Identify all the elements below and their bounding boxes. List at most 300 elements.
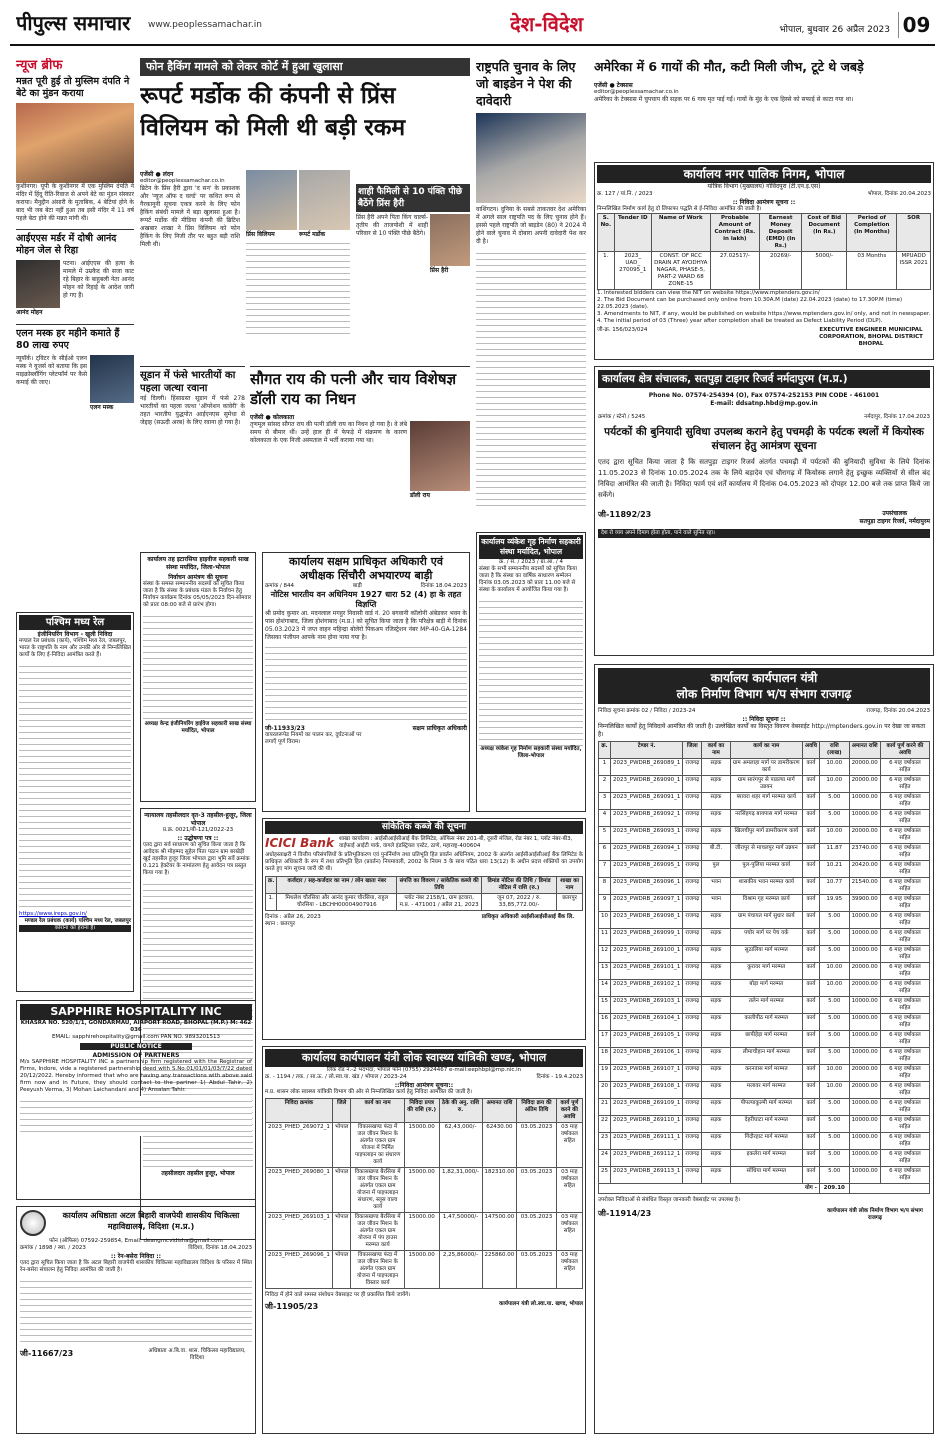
satpura-title: कार्यालय क्षेत्र संचालक, सतपुड़ा टाइगर रिजर्व नर्मदापुरम (म.प्र.) bbox=[598, 370, 930, 388]
nigam-note: 4. The initial period of 03 (Three) year after completion shall be treated as Defect Liability Period (DLP). bbox=[597, 318, 883, 324]
pwd-table-cell: 10000.00 bbox=[849, 793, 880, 810]
phe-table-cell: 15000.00 bbox=[404, 1168, 439, 1213]
icici-table bbox=[265, 876, 583, 911]
pwd-table-cell: 2023_PWDRB_269111_1 bbox=[611, 1133, 683, 1150]
pwd-table-cell: सड़क bbox=[702, 1082, 730, 1099]
pwd-table-cell: 5.00 bbox=[819, 793, 849, 810]
pwd-table-cell: पीपल्याकुल्मी मार्ग मरम्मत bbox=[730, 1099, 802, 1116]
pwd-table-cell: राजगढ़ bbox=[683, 1133, 702, 1150]
pwd-total-label: योग - bbox=[599, 1184, 820, 1194]
pwd-table-cell: 1 bbox=[599, 759, 611, 776]
pwd-table-cell: ग्राम पंचायत मार्ग सुधार कार्य bbox=[730, 912, 802, 929]
pwd-table-cell: ब्यावरा शहर मार्ग मरम्मत कार्य bbox=[730, 793, 802, 810]
lokraj-ref: क्रमांक / 844 bbox=[265, 583, 295, 589]
satpura-date: नर्मदापुर, दिनांक 17.04.2023 bbox=[864, 414, 930, 420]
icici-table-cell: मिथलेश चौरसिया और आनंद कुमार चौरसिया, राहुल चौरसिया - LBCHH00004907916 bbox=[277, 894, 397, 911]
pwd-table-cell: 2023_PWDRB_269094_1 bbox=[611, 844, 683, 861]
pwd-table-cell: 2023_PWDRB_269109_1 bbox=[611, 1099, 683, 1116]
phe-table-cell: 2023_PHED_269103_1 bbox=[266, 1213, 333, 1251]
pwd-footer: उपरोक्त निविदाओं से संबंधित विस्तृत जानकारी वेबसाईट पर उपलब्ध है। bbox=[598, 1197, 741, 1203]
phe-table-cell: विकासखण्ड फंदा में जल जीवन मिशन के अंतर्गत एकल ग्राम योजना में पाइपलाइन विस्तार कार्य bbox=[351, 1251, 404, 1289]
pwd-table-cell: 2023_PWDRB_269090_1 bbox=[611, 776, 683, 793]
brief-title: न्यूज ब्रीफ bbox=[16, 58, 63, 73]
pwd-table-cell: 22 bbox=[599, 1116, 611, 1133]
icici-table-header-cell: डिमांड नोटिस की तिथि / डिमांड नोटिस में राशि (रु.) bbox=[481, 877, 556, 894]
phe-table-cell: 182310.00 bbox=[482, 1168, 517, 1213]
phe-table-header-cell: निविदा क्रमांक bbox=[266, 1099, 333, 1123]
pwd-table-cell: 2023_PWDRB_269101_1 bbox=[611, 963, 683, 980]
phe-table-header-cell: कार्य पूर्ण करने की अवधि bbox=[556, 1099, 582, 1123]
icici-place: स्थान : छतरपुर bbox=[265, 921, 295, 927]
brief-item1-head: मन्नत पूरी हुई तो मुस्लिम दंपति ने बेटे का मुंडन कराया bbox=[16, 76, 130, 99]
website: www.peoplessamachar.in bbox=[148, 20, 262, 30]
pwd-table-cell: 6 माह वर्षाकाल सहित bbox=[880, 793, 929, 810]
pwd-table-cell: 10000.00 bbox=[849, 1048, 880, 1065]
nigam-table-header-cell: Tender ID bbox=[614, 214, 651, 252]
hospitality-title: SAPPHIRE HOSPITALITY INC bbox=[20, 1004, 252, 1020]
brief-item3-head: एलन मस्क हर महीने कमाते हैं 80 लाख रुपए bbox=[16, 324, 134, 352]
lokraj-signature: सक्षम प्राधिकृत अधिकारी bbox=[412, 725, 467, 732]
hospitality-body: M/s SAPPHIRE HOSPITALITY INC a partnership firm registered with the Registrar of Firms, Indore, vide a registered partnership deed with S.No.01/01/01/03/7/22 dated 20/12/2022. Hereby informed that who are having any transactions with above said firm now and in Future, they should contact to the partner 1) Abdul Tahir, 2) Peeyush Verma, 3) Mohan Laichandani and 4) Ansalan Tahir. bbox=[20, 1059, 252, 1093]
pwd-table-cell: देहरीघाटा मार्ग मरम्मत bbox=[730, 1116, 802, 1133]
railway-website[interactable]: https://www.ireps.gov.in/ bbox=[19, 911, 87, 917]
medical-body: एतद द्वारा सूचित किया जाता है कि अटल बिहारी वाजपेयी शासकीय चिकित्सा महाविद्यालय विदिशा के परिसर में स्थित रेन-बसेरा संचालन हेतु निविदा आमंत्रित की जाती है। bbox=[20, 1260, 252, 1273]
pwd-table-cell: राजगढ़ bbox=[683, 997, 702, 1014]
pwd-table-cell: 11 bbox=[599, 929, 611, 946]
brief-item3-caption: एलन मस्क bbox=[90, 404, 114, 411]
phe-table bbox=[265, 1098, 583, 1289]
pwd-table-cell: राजगढ़ bbox=[683, 980, 702, 997]
pwd-table-cell: 2023_PWDRB_269093_1 bbox=[611, 827, 683, 844]
satpura-notice bbox=[594, 366, 934, 656]
satpura-headline: पर्यटकों की बुनियादी सुविधा उपलब्ध कराने हेतु पचमढ़ी के पर्यटक स्थलों में कियोस्क संचालन हेतु आमंत्रण सूचना bbox=[604, 426, 924, 452]
tehsil1-notice bbox=[140, 552, 256, 802]
pwd-table-header-cell: कार्य का नाम bbox=[730, 742, 802, 759]
nigam-table-header-cell: Period of Completion (In Months) bbox=[847, 214, 897, 252]
lokraj-notice bbox=[262, 552, 470, 812]
biden-story bbox=[476, 58, 586, 528]
pwd-table-cell: 2023_PWDRB_269096_1 bbox=[611, 878, 683, 895]
pwd-table-row bbox=[599, 1082, 930, 1099]
pwd-table-cell: मलावर मार्ग मरम्मत bbox=[730, 1082, 802, 1099]
phe-title: कार्यालय कार्यपालन यंत्री लोक स्वास्थ्य यांत्रिकी खण्ड, भोपाल bbox=[265, 1049, 583, 1067]
brief-item3-body: न्यूयॉर्क। ट्विटर के सीईओ एलन मस्क ने यूजर्स को बताया कि इस माइक्रोब्लॉगिंग प्लेटफॉर्म पर कैसे कमाई की जाए। bbox=[16, 355, 87, 386]
nigam-table-header-cell: Probable Amount of Contract (Rs. in lakh) bbox=[710, 214, 759, 252]
pwd-table-header-cell: अमानत राशि bbox=[849, 742, 880, 759]
lokraj-body: श्री प्रमोद कुमार आ. मदनलाल मगहुर निवासी वार्ड नं. 20 बगवानी कॉलोनी अंबेडकर भवन के पास होशंगाबाद, जिला होशंगाबाद (म.प्र.) को सूचित किया जाता है कि परिक्षेत्र बाड़ी में दिनांक 05.03.2023 में जप्त वाहन महिन्द्रा बोलेरो पिकअप रजिस्ट्रेशन नंबर MP-40-GA-1284 जिसका पंजीयन आपके नाम होना पाया गया है। bbox=[265, 610, 467, 641]
pwd-table-cell: 3 bbox=[599, 793, 611, 810]
pwd-date: राजगढ़, दिनांक 20.04.2023 bbox=[866, 708, 930, 714]
pwd-table-row bbox=[599, 1133, 930, 1150]
pwd-table-cell: 6 माह वर्षाकाल सहित bbox=[880, 1167, 929, 1184]
pwd-table-cell: 20420.00 bbox=[849, 861, 880, 878]
pwd-table-cell: 10.00 bbox=[819, 759, 849, 776]
pwd-total-row bbox=[599, 1184, 930, 1194]
pwd-table-cell: सड़क bbox=[702, 963, 730, 980]
pwd-table-cell: 6 माह वर्षाकाल सहित bbox=[880, 1014, 929, 1031]
pwd-table-cell: बोड़ा मार्ग मरम्मत bbox=[730, 980, 802, 997]
side-body: प्रिंस हैरी अपने पिता किंग चार्ल्स-तृतीय की ताजपोशी में शाही परिवार से 10 पंक्ति पीछे बैठेंगे। bbox=[356, 214, 428, 237]
brief-photo-1 bbox=[16, 103, 134, 183]
pwd-table-cell: 6 bbox=[599, 844, 611, 861]
pwd-table-cell: 2023_PWDRB_269108_1 bbox=[611, 1082, 683, 1099]
pwd-table-cell: कार्य bbox=[802, 1133, 819, 1150]
pwd-table-head bbox=[599, 742, 930, 759]
pwd-table-cell: राजगढ़ bbox=[683, 1099, 702, 1116]
pwd-table-cell: सड़क bbox=[702, 1014, 730, 1031]
pwd-table-cell: 20000.00 bbox=[849, 980, 880, 997]
pwd-table-cell: राजगढ़ bbox=[683, 1031, 702, 1048]
pwd-table-cell: कार्य bbox=[802, 997, 819, 1014]
pwd-table-cell: 10.00 bbox=[819, 963, 849, 980]
tehsil2-body: एतद द्वारा सर्व साधारण को सूचित किया जाता है कि आवेदक श्री मोहम्मद सुहेल पिता पठान ग्राम बरखेड़ी खुर्द तहसील हुजूर जिला भोपाल द्वारा भूमि सर्वे क्रमांक 0.121 हेक्टेयर के नामांतरण हेतु आवेदन पत्र प्रस्तुत किया गया है। bbox=[143, 842, 250, 876]
pwd-table-cell: 5.00 bbox=[819, 912, 849, 929]
pwd-table-cell: कार्य bbox=[802, 861, 819, 878]
pwd-table-cell: कुरावर मार्ग मरम्मत bbox=[730, 963, 802, 980]
phe-table-cell: भोपाल bbox=[332, 1123, 351, 1168]
pwd-table-cell: कार्य bbox=[802, 1031, 819, 1048]
harry-caption: प्रिंस हैरी bbox=[430, 267, 449, 274]
pwd-table-cell: कार्य bbox=[802, 810, 819, 827]
icici-table-head bbox=[266, 877, 583, 894]
pwd-table-cell: 6 माह वर्षाकाल सहित bbox=[880, 1048, 929, 1065]
pwd-table-cell: पुल bbox=[702, 861, 730, 878]
medical-date: विदिशा, दिनांक 18.04.2023 bbox=[188, 1245, 252, 1251]
tehsil2-notice-title: :: उद्घोषणा पत्र :: bbox=[177, 835, 219, 842]
pwd-table-cell: 10.00 bbox=[819, 776, 849, 793]
lead-photo2-caption: रूपर्ट मर्डोक bbox=[299, 231, 326, 238]
phe-table-cell: 03.05.2023 bbox=[517, 1213, 556, 1251]
pwd-table-cell: ग्राम सारंगपुर से पाडल्या मार्ग उन्नयन bbox=[730, 776, 802, 793]
phe-intro: म.प्र. शासन लोक स्वास्थ्य यांत्रिकी विभाग की ओर से निम्नलिखित कार्य हेतु निविदा आमंत्रित की जाती है। bbox=[265, 1089, 473, 1095]
pwd-table-cell: 5.00 bbox=[819, 1167, 849, 1184]
nigam-table-cell: 2023_ UAD_ 270095_1 bbox=[614, 252, 651, 290]
nigam-footer-ref: जी-क्र. 156/023/024 bbox=[597, 327, 648, 333]
pwd-total-value: 209.10 bbox=[819, 1184, 849, 1194]
pwd-table-row bbox=[599, 912, 930, 929]
nigam-table bbox=[597, 213, 931, 290]
pwd-table-cell: सुठालिया मार्ग मरम्मत bbox=[730, 946, 802, 963]
nigam-table-cell: MPUADD ISSR 2021 bbox=[897, 252, 931, 290]
phe-notice bbox=[262, 1046, 586, 1434]
biden-body: वाशिंगटन। दुनिया के सबसे ताकतवर देश अमेरिका में अगले साल राष्ट्रपति पद के लिए चुनाव होने हैं। इससे पहले राष्ट्रपति जो बाइडेन (80) ने 2024 में होने वाले चुनाव में दोबारा अपनी दावेदारी पेश कर दी है। bbox=[476, 206, 586, 245]
pwd-table-cell: कार्य bbox=[802, 844, 819, 861]
logo: पीपुल्स समाचार bbox=[16, 11, 131, 35]
lead-photo1-caption: प्रिंस विलियम bbox=[246, 231, 275, 238]
pwd-table-cell: इकलेरा मार्ग मरम्मत bbox=[730, 1150, 802, 1167]
pwd-table-cell: कार्य bbox=[802, 929, 819, 946]
pwd-table-cell: 2023_PWDRB_269092_1 bbox=[611, 810, 683, 827]
pwd-table-cell: 4 bbox=[599, 810, 611, 827]
pwd-table-cell: 10000.00 bbox=[849, 946, 880, 963]
phe-table-header-cell: कार्य का नाम bbox=[351, 1099, 404, 1123]
lead-headline: रूपर्ट मर्डोक की कंपनी से प्रिंस विलियम को मिली थी बड़ी रकम bbox=[140, 83, 406, 141]
icici-table-header-cell: शाखा का नाम bbox=[557, 877, 583, 894]
pwd-table-cell: राजगढ़ bbox=[683, 878, 702, 895]
phe-table-cell: विकासखण्ड बैरसिया में जल जीवन मिशन के अंतर्गत एकल ग्राम योजना में पाइपलाइन संधारण, स्लूस वाल्व कार्य bbox=[351, 1168, 404, 1213]
pwd-table-cell: 10000.00 bbox=[849, 1116, 880, 1133]
pwd-table-cell: कार्य bbox=[802, 1048, 819, 1065]
phe-table-cell: भोपाल bbox=[332, 1213, 351, 1251]
pwd-table-cell: 23740.00 bbox=[849, 844, 880, 861]
pwd-table-row bbox=[599, 946, 930, 963]
satpura-footer-note: देश रो व्यय अपने दिमाग होता होता, पाने वाले सुनित रहा। bbox=[598, 529, 930, 538]
nigam-signature: EXECUTIVE ENGINEER MUNICIPAL CORPORATION, BHOPAL DISTRICT BHOPAL bbox=[819, 327, 923, 347]
pwd-table-cell: राजगढ़ bbox=[683, 759, 702, 776]
cows-story bbox=[594, 58, 934, 158]
phe-table-cell: 03 माह वर्षाकाल सहित bbox=[556, 1213, 582, 1251]
pwd-table-cell: कार्य bbox=[802, 878, 819, 895]
pwd-table-row bbox=[599, 1014, 930, 1031]
nigam-notice bbox=[594, 162, 934, 360]
phe-table-cell: 15000.00 bbox=[404, 1251, 439, 1289]
tehsil1-title: कार्यालय तह इटारसिया हाइवीज सहकारी साख संस्था मर्यादित, जिला-भोपाल bbox=[147, 556, 249, 571]
pwd-table-row bbox=[599, 1048, 930, 1065]
pwd-table-cell: सड़क bbox=[702, 1133, 730, 1150]
icici-notice bbox=[262, 818, 586, 1040]
pwd-table-cell: तलेन मार्ग मरम्मत bbox=[730, 997, 802, 1014]
pwd-table-header-cell: कार्य पूर्ण करने की अवधि bbox=[880, 742, 929, 759]
lead-photo-william bbox=[246, 170, 297, 230]
pwd-table-cell: 10000.00 bbox=[849, 1014, 880, 1031]
wcl-ref: क्र. / सं. / 2023 / ग्रा.आ. / 4 bbox=[499, 559, 563, 565]
pwd-table-cell: राजगढ़ bbox=[683, 1116, 702, 1133]
pwd-table-cell: राजगढ़ bbox=[683, 946, 702, 963]
pwd-table-cell: कार्य bbox=[802, 1150, 819, 1167]
pwd-table-cell: सड़क bbox=[702, 1031, 730, 1048]
pwd-table-cell: पुल-पुलिया मरम्मत कार्य bbox=[730, 861, 802, 878]
pwd-table-cell: 5 bbox=[599, 827, 611, 844]
satpura-ref: क्रमांक / स्टेनो / 5245 bbox=[598, 414, 646, 420]
nigam-table-header-cell: Earnest Money Deposit (EMD) (In Rs.) bbox=[760, 214, 802, 252]
phe-table-header-cell: ठेके की अनु. राशि रु. bbox=[439, 1099, 482, 1123]
pwd-table-cell: सड़क bbox=[702, 929, 730, 946]
brief-item2-caption: आनंद मोहन bbox=[16, 309, 43, 316]
pwd-table-cell: कार्य bbox=[802, 946, 819, 963]
pwd-table-row bbox=[599, 861, 930, 878]
pwd-table-cell: सड़क bbox=[702, 1150, 730, 1167]
phe-table-cell: 62,43,000/- bbox=[439, 1123, 482, 1168]
phe-table-cell: 2023_PHED_269080_1 bbox=[266, 1168, 333, 1213]
wcl-title: कार्यालय व्यंकेश गृह निर्माण सहकारी संस्था मर्यादित, भोपाल bbox=[479, 535, 583, 559]
pwd-table-header-cell: कार्य का नाम bbox=[702, 742, 730, 759]
pwd-table-cell: 2023_PWDRB_269097_1 bbox=[611, 895, 683, 912]
medical-sub: फोन (ऑफिस) 07592-259854, Email: deangmcvidisha@gmail.com bbox=[49, 1238, 223, 1244]
phe-table-header-cell: जिले bbox=[332, 1099, 351, 1123]
pwd-table-cell: राजगढ़ bbox=[683, 776, 702, 793]
lead-byline: एजेंसी ● लंदन bbox=[140, 171, 174, 178]
pwd-table-cell: 20000.00 bbox=[849, 1082, 880, 1099]
saugat-caption: डॉली राय bbox=[410, 492, 430, 499]
pwd-table-cell: कार्य bbox=[802, 912, 819, 929]
pwd-notice-title: :: निविदा सूचना :: bbox=[742, 716, 786, 723]
hospitality-notice-title: PUBLIC NOTICE bbox=[80, 1043, 192, 1050]
pwd-table-cell: 25 bbox=[599, 1167, 611, 1184]
phe-table-cell: विकासखण्ड बैरसिया में जल जीवन मिशन के अंतर्गत एकल ग्राम योजना में पंप हाउस मरम्मत कार्य bbox=[351, 1213, 404, 1251]
phe-signature: कार्यपालन यंत्री लो.स्वा.या. खण्ड, भोपाल bbox=[499, 1301, 583, 1307]
pwd-table-cell: 20000.00 bbox=[849, 827, 880, 844]
pwd-table-cell: सड़क bbox=[702, 1116, 730, 1133]
pwd-table-cell: सड़क bbox=[702, 793, 730, 810]
lead-story bbox=[140, 58, 470, 358]
pwd-table-cell: राजगढ़ bbox=[683, 1150, 702, 1167]
pwd-table-cell: राजगढ़ bbox=[683, 1065, 702, 1082]
nigam-title: कार्यालय नगर पालिक निगम, भोपाल bbox=[597, 165, 931, 183]
saugat-byline: एजेंसी ● कोलकाता bbox=[250, 414, 295, 421]
pwd-table-cell: 2023_PWDRB_269106_1 bbox=[611, 1048, 683, 1065]
medical-footer-ref: जी-11667/23 bbox=[20, 1349, 74, 1358]
nigam-subtitle: यांत्रिक विभाग (मुख्यालय) गोविंदपुरा (टी.एन.इ.एस) bbox=[707, 183, 821, 190]
lokraj-footer-note: वायरलरूपेड नियमों का पालन कर, दुर्घटनाओं पर लगाएँ पूर्ण विराम। bbox=[265, 732, 362, 745]
tehsil1-signature: अध्यक्ष केन्द्र इंजीनियरिंग हाईवेज सहकारी साख संस्था मर्यादित, भोपाल bbox=[144, 721, 252, 734]
pwd-table-row bbox=[599, 1065, 930, 1082]
pwd-table-cell: 6 माह वर्षाकाल सहित bbox=[880, 1150, 929, 1167]
pwd-table-cell: राजगढ़ bbox=[683, 793, 702, 810]
phe-table-cell: 2,25,86000/- bbox=[439, 1251, 482, 1289]
pwd-table-cell: 2023_PWDRB_269110_1 bbox=[611, 1116, 683, 1133]
news-brief bbox=[16, 58, 134, 606]
harry-photo bbox=[430, 214, 470, 266]
phe-table-cell: 1,82,31,000/- bbox=[439, 1168, 482, 1213]
nigam-table-cell: CONST. OF RCC DRAIN AT AYODHYA NAGAR, PHASE-5, PART-2 WARD 68 ZONE-15 bbox=[651, 252, 710, 290]
pwd-table-header-cell: टेण्डर नं. bbox=[611, 742, 683, 759]
nigam-table-head bbox=[598, 214, 931, 252]
pwd-table-cell: लीमाचौहान मार्ग मरम्मत bbox=[730, 1048, 802, 1065]
medical-title: कार्यालय अधिष्ठाता अटल बिहारी वाजपेयी शासकीय चिकित्सा महाविद्यालय, विदिशा (म.प्र.) bbox=[62, 1211, 240, 1231]
nigam-intro: निम्नलिखित निर्माण कार्य हेतु दो लिफाफा पद्धति से ई-निविदा आमंत्रित की जाती है। bbox=[597, 206, 762, 212]
biden-headline: राष्ट्रपति चुनाव के लिए जो बाइडेन ने पेश की दावेदारी bbox=[476, 59, 576, 108]
sudan-story bbox=[140, 366, 245, 546]
railway-footer: कोरोना को हराना है। bbox=[19, 925, 131, 932]
phe-table-head bbox=[266, 1099, 583, 1123]
pwd-table-cell: 21540.00 bbox=[849, 878, 880, 895]
pwd-table-cell: राजगढ़ bbox=[683, 844, 702, 861]
wcl-body: संस्था के सभी सम्माननीय सदस्यों को सूचित किया जाता है कि संस्था का वार्षिक साधारण सम्मेलन दिनांक 03.05.2023 को प्रातः 11.00 बजे से संस्था के कार्यालय में आयोजित किया गया है। bbox=[479, 566, 578, 593]
pwd-table-cell: 5.00 bbox=[819, 929, 849, 946]
medical-signature: अधिष्ठाता अ.बि.वा. शास. चिकित्सा महाविद्यालय, विदिशा bbox=[148, 1348, 246, 1361]
pwd-table-cell: 6 माह वर्षाकाल सहित bbox=[880, 810, 929, 827]
pwd-table-cell: सड़क bbox=[702, 946, 730, 963]
pwd-table-row bbox=[599, 1167, 930, 1184]
pwd-table-row bbox=[599, 1031, 930, 1048]
masthead bbox=[0, 0, 945, 46]
phe-table-header-cell: निविदा क्रय की अंतिम तिथि bbox=[517, 1099, 556, 1123]
pwd-table-cell: 2023_PWDRB_269100_1 bbox=[611, 946, 683, 963]
pwd-table-cell: 10000.00 bbox=[849, 997, 880, 1014]
pwd-table-cell: 6 माह वर्षाकाल सहित bbox=[880, 827, 929, 844]
masthead-rule bbox=[10, 44, 935, 46]
pwd-footer-ref: जी-11914/23 bbox=[598, 1209, 652, 1218]
sudan-headline: सूडान में फंसे भारतीयों का पहला जत्था रवाना bbox=[140, 370, 236, 394]
nigam-note: 1. Interested bidders can view the NIT on website https://www.mptenders.gov.in/ bbox=[597, 290, 820, 296]
pwd-table-cell: 39900.00 bbox=[849, 895, 880, 912]
cows-headline: अमेरिका में 6 गायों की मौत, कटी मिली जीभ, टूटे थे जबड़े bbox=[594, 59, 864, 74]
pwd-table-cell: खिलचीपुर मार्ग डामरीकरण कार्य bbox=[730, 827, 802, 844]
railway-subtitle: इंजीनियरिंग विभाग - ‍खुली निविदा bbox=[37, 631, 113, 638]
pwd-table-cell: 5.00 bbox=[819, 1031, 849, 1048]
pwd-table-cell: कार्य bbox=[802, 1167, 819, 1184]
pwd-table-row bbox=[599, 1150, 930, 1167]
pwd-ref: निविदा सूचना क्रमांक 02 / निविदा / 2023-24 bbox=[598, 708, 696, 714]
pwd-table-cell: कार्य bbox=[802, 1065, 819, 1082]
nigam-note: 2. The Bid Document can be purchased only online from 10.30A.M (date) 22.04.2023 (date) to 17.30P.M (time) 22.05.2023 (date). bbox=[597, 297, 903, 310]
lead-photo-murdoch bbox=[299, 170, 350, 230]
pwd-table-cell: 2023_PWDRB_269099_1 bbox=[611, 929, 683, 946]
pwd-table-cell: 24 bbox=[599, 1150, 611, 1167]
pwd-table-header-cell: क्र. bbox=[599, 742, 611, 759]
satpura-footer-ref: जी-11892/23 bbox=[598, 510, 652, 519]
railway-title: पश्चिम मध्य रेल bbox=[19, 615, 131, 630]
pwd-table-cell: 2023_PWDRB_269112_1 bbox=[611, 1150, 683, 1167]
pwd-table-cell: 20000.00 bbox=[849, 1065, 880, 1082]
phe-table-cell: विकासखण्ड फंदा में जल जीवन मिशन के अंतर्गत एकल ग्राम योजना में निर्मित पाइपलाइन का संधारण कार्य bbox=[351, 1123, 404, 1168]
railway-signature: मण्डल रेल प्रबंधक (कार्य) पश्चिम मध्य रेल, जबलपुर bbox=[24, 918, 131, 924]
pwd-table-cell: 7 bbox=[599, 861, 611, 878]
pwd-table-cell: 19.95 bbox=[819, 895, 849, 912]
lead-body: ब्रिटेन के प्रिंस हैरी द्वारा 'द सन' के प्रकाशक और 'न्यूज ऑफ द वर्ल्ड' पर कथित रूप से गैरकानूनी सूचना एकत्र करने के लिए फोन हैकिंग संबंधी मामले में बड़ा खुलासा हुआ है। रूपर्ट मर्डोक की मीडिया कंपनी की ब्रिटिश अखबार शाखा ने प्रिंस विलियम को फोन हैकिंग के लिए निजी तौर पर बहुत बड़ी राशि मिली थी। bbox=[140, 185, 240, 248]
pwd-table-cell: सड़क bbox=[702, 776, 730, 793]
satpura-email: E-mail: ddsatnp.hbd@mp.gov.in bbox=[710, 400, 818, 407]
pwd-table-cell: कार्य bbox=[802, 980, 819, 997]
date-line: भोपाल, बुधवार 26 अप्रैल 2023 bbox=[779, 25, 890, 35]
hospitality-notice bbox=[16, 1000, 256, 1200]
pwd-table-cell: सोंधिया मार्ग मरम्मत bbox=[730, 1167, 802, 1184]
pwd-table-cell: ग्राम अमलाहा मार्ग पर डामरीकरण कार्य bbox=[730, 759, 802, 776]
pwd-table-cell: 14 bbox=[599, 980, 611, 997]
pwd-table-cell: 10000.00 bbox=[849, 912, 880, 929]
saugat-photo bbox=[410, 421, 470, 491]
pwd-table-cell: राजगढ़ bbox=[683, 1048, 702, 1065]
pwd-table-cell: 15 bbox=[599, 997, 611, 1014]
emblem-icon bbox=[20, 1210, 46, 1236]
tehsil2-signature: तहसीलदार तहसील हुजूर, भोपाल bbox=[161, 1170, 235, 1177]
brief-photo-3 bbox=[90, 355, 134, 403]
pwd-table-cell: 20000.00 bbox=[849, 776, 880, 793]
pwd-table-row bbox=[599, 929, 930, 946]
cows-email: editor@peoplessamachar.co.in bbox=[594, 89, 679, 95]
nigam-table-header-cell: Name of Work bbox=[651, 214, 710, 252]
pwd-table-cell: 10.00 bbox=[819, 1082, 849, 1099]
lokraj-headline: नोटिस भारतीय वन अधिनियम 1927 धारा 52 (4) हा के तहत विज्ञप्ति bbox=[270, 590, 462, 609]
brief-item1-body: कुशीनगर। यूपी के कुशीनगर में एक मुस्लिम दंपति ने मंदिर में हिंदू रीति-रिवाज से अपने बेटे का मुंडन संस्कार कराया। मैनुद्दीन अंसारी के मुताबिक, 4 बेटियां होने के बाद भी जब बेटा नहीं हुआ तब इसी मंदिर में 11 वर्ष पहले बेटा होने की मन्नत मांगी थी। bbox=[16, 183, 134, 222]
pwd-table-cell: कार्य bbox=[802, 1014, 819, 1031]
phe-contact: लिंक रोड नं.-2 भदभदा, भोपाल फोन (0755) 2924467 e-mail:eephbpl@mp.nic.in bbox=[326, 1067, 522, 1073]
nigam-table-cell: 5000/- bbox=[802, 252, 847, 290]
tehsil1-body: संस्था के समस्त सम्माननीय सदस्यों को सूचित किया जाता है कि संस्था के प्रबंधक मंडल के निर्वाचन हेतु निर्वाचन कार्यक्रम दिनांक 05/05/2023 दिन-सोमवार को प्रातः 08:00 बजे से प्रारंभ होगा। bbox=[143, 581, 252, 608]
phe-table-cell: भोपाल bbox=[332, 1168, 351, 1213]
pwd-table-cell: 20000.00 bbox=[849, 963, 880, 980]
pwd-table-cell: छापीहेड़ा मार्ग मरम्मत bbox=[730, 1031, 802, 1048]
pwd-table-cell: सड़क bbox=[702, 980, 730, 997]
pwd-table-cell: 5.00 bbox=[819, 1133, 849, 1150]
pwd-table-row bbox=[599, 895, 930, 912]
nigam-table-header-cell: S. No. bbox=[598, 214, 615, 252]
pwd-table-cell: 21 bbox=[599, 1099, 611, 1116]
icici-table-row bbox=[266, 894, 583, 911]
lead-kicker: फोन हैकिंग मामले को लेकर कोर्ट में हुआ खुलासा bbox=[140, 58, 470, 76]
pwd-table-cell: सड़क bbox=[702, 912, 730, 929]
pwd-table-cell: राजगढ़ bbox=[683, 912, 702, 929]
phe-table-cell: 03 माह वर्षाकाल सहित bbox=[556, 1123, 582, 1168]
pwd-table-cell: 6 माह वर्षाकाल सहित bbox=[880, 759, 929, 776]
pwd-table-cell: 13 bbox=[599, 963, 611, 980]
medical-ref: क्रमांक / 1898 / स्था. / 2023 bbox=[20, 1245, 86, 1251]
pwd-table-cell: 6 माह वर्षाकाल सहित bbox=[880, 1099, 929, 1116]
pwd-intro: निम्नलिखित कार्यों हेतु निविदायें आमंत्रित की जाती है। उल्लेखित कार्यों का विस्तृत विवरण वेबसाईट http://mptenders.gov.in पर देखा जा सकता है। bbox=[598, 723, 926, 738]
pwd-table-row bbox=[599, 1116, 930, 1133]
pwd-table-cell: 2023_PWDRB_269107_1 bbox=[611, 1065, 683, 1082]
pwd-table-cell: 6 माह वर्षाकाल सहित bbox=[880, 929, 929, 946]
